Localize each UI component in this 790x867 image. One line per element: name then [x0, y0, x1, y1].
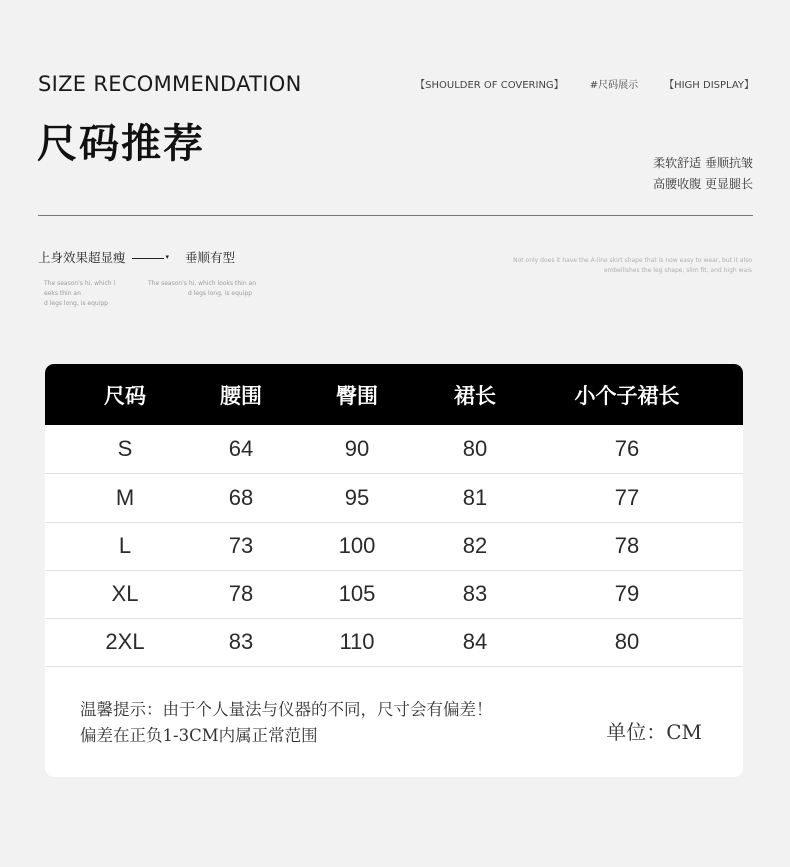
cell-length: 84 — [462, 629, 488, 654]
cell-waist: 64 — [228, 436, 254, 461]
cell-petite-length: 79 — [614, 581, 640, 606]
cell-petite-length: 80 — [614, 629, 640, 654]
size-table-card — [45, 364, 743, 777]
feature-line-2: 高腰收腹 更显腿长 — [653, 177, 753, 191]
table-header — [45, 364, 743, 425]
measurement-tip: 温馨提示：由于个人量法与仪器的不同，尺寸会有偏差！ — [80, 700, 493, 719]
description-row — [38, 248, 235, 266]
cell-size: XL — [111, 581, 139, 606]
cell-waist: 68 — [228, 485, 254, 510]
cell-waist: 78 — [228, 581, 254, 606]
cell-size: M — [115, 485, 135, 510]
divider — [38, 215, 753, 216]
cell-length: 83 — [462, 581, 488, 606]
header-length: 裙长 — [454, 384, 496, 408]
header-waist: 腰围 — [220, 384, 262, 408]
slimming-label: 上身效果超显瘦 — [38, 250, 126, 265]
title-english: SIZE RECOMMENDATION — [38, 72, 302, 96]
cell-hip: 105 — [338, 581, 376, 606]
cell-length: 82 — [462, 533, 488, 558]
cell-hip: 95 — [344, 485, 370, 510]
feature-line-1: 柔软舒适 垂顺抗皱 — [653, 156, 753, 170]
cell-size: S — [117, 436, 133, 461]
tiny-text-left: The season's hi, which l eeks thin an d legs long, is equipp — [44, 280, 116, 307]
cell-waist: 83 — [228, 629, 254, 654]
drape-label: 垂顺有型 — [185, 250, 236, 265]
cell-petite-length: 77 — [614, 485, 640, 510]
tag-size-display: #尺码展示 — [589, 80, 639, 91]
cell-waist: 73 — [228, 533, 254, 558]
table-row — [45, 618, 743, 667]
cell-length: 81 — [462, 485, 488, 510]
pointer-line — [132, 258, 164, 259]
tiny-text-right: Not only does it have the A-line skirt shape that is now easy to wear, but it also embellishes the leg shape, slim fit, and high wais — [513, 257, 752, 274]
header-petite-length: 小个子裙长 — [574, 384, 680, 408]
table-row — [45, 570, 743, 619]
tiny-text-middle: The season's hi, which looks thin an d legs long, is equipp — [148, 280, 257, 297]
header-hip: 臀围 — [336, 384, 378, 408]
table-row — [45, 522, 743, 571]
cell-petite-length: 78 — [614, 533, 640, 558]
table-row — [45, 425, 743, 474]
unit-label: 单位：CM — [606, 720, 702, 744]
arrow-down-icon: ▾ — [165, 253, 170, 261]
cell-length: 80 — [462, 436, 488, 461]
title-chinese: 尺码推荐 — [37, 121, 205, 167]
cell-hip: 110 — [339, 629, 375, 654]
tag-shoulder: 【SHOULDER OF COVERING】 — [415, 80, 564, 91]
tolerance-note: 偏差在正负1-3CM内属正常范围 — [80, 726, 318, 745]
tag-high-display: 【HIGH DISPLAY】 — [664, 80, 754, 91]
header-size: 尺码 — [104, 384, 146, 408]
cell-hip: 100 — [338, 533, 376, 558]
cell-hip: 90 — [344, 436, 370, 461]
cell-size: 2XL — [105, 629, 145, 654]
cell-size: L — [118, 533, 132, 558]
cell-petite-length: 76 — [614, 436, 640, 461]
table-row — [45, 474, 743, 523]
tag-row — [415, 76, 754, 91]
